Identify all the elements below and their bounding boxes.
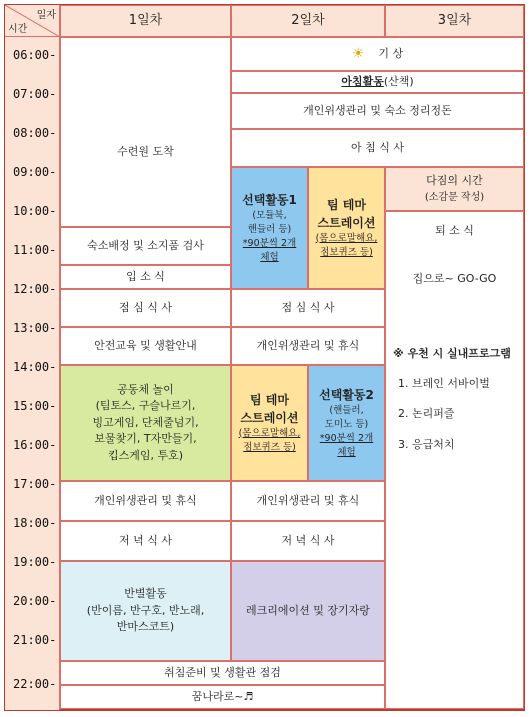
theme2-title: 스트레이션 (240, 410, 299, 425)
sleep-preparation: 취침준비 및 생활관 점검 (60, 661, 385, 685)
day3-header: 3일차 (385, 5, 524, 37)
time-label: 22:00- (13, 677, 57, 691)
day3-go-home: 집으로~ GO-GO (412, 272, 497, 285)
time-label: 18:00- (13, 516, 57, 530)
rain-item: 1. 브레인 서바이벌 (398, 377, 490, 390)
day1-dinner: 저 녁 식 사 (60, 521, 231, 561)
theme2-line: (몸으로말해요, (238, 427, 301, 439)
rain-program-title: ※ 우천 시 실내프로그램 (393, 347, 511, 360)
day3-resolution (385, 167, 524, 211)
day2-hygiene-rest: 개인위생관리 및 휴식 (231, 327, 385, 365)
arrival-label: 수련원 도착 (117, 144, 174, 158)
day1-entrance-ceremony: 입 소 식 (60, 265, 231, 289)
rain-item: 2. 논리퍼즐 (398, 407, 455, 420)
day1-header: 1일차 (60, 5, 231, 37)
time-column (5, 37, 60, 710)
corner-time-label: 시간 (8, 24, 28, 35)
time-label: 13:00- (13, 321, 57, 335)
day2-header: 2일차 (231, 5, 385, 37)
day3-exit-ceremony: 퇴 소 식 (435, 224, 474, 237)
rain-item: 3. 응급처치 (398, 438, 455, 451)
time-label: 10:00- (13, 204, 57, 218)
time-label: 08:00- (13, 126, 57, 140)
elective2-line: 체험 (337, 447, 356, 459)
day1-lunch: 점 심 식 사 (60, 289, 231, 327)
theme2-line: 점보퀴즈 등) (243, 442, 296, 453)
time-label: 15:00- (13, 399, 57, 413)
elective1-line: 핸들러 등) (247, 223, 292, 235)
elective1-line: 체험 (260, 252, 279, 264)
elective1-line: *90분씩 2개 (242, 238, 297, 249)
elective2-line: *90분씩 2개 (319, 433, 374, 444)
community-line: 킵스게임, 투호) (107, 448, 184, 462)
day2-theme2 (231, 365, 308, 481)
time-label: 17:00- (13, 477, 57, 491)
morning-activity (231, 71, 524, 93)
time-label: 06:00- (13, 48, 57, 62)
day2-elective2 (308, 365, 385, 481)
theme2-title: 팀 테마 (250, 392, 289, 407)
theme1-line: 점보퀴즈 등) (320, 247, 373, 258)
time-label: 21:00- (13, 633, 57, 647)
time-label: 19:00- (13, 555, 57, 569)
sun-icon: ☀ (351, 45, 365, 62)
time-label: 20:00- (13, 594, 57, 608)
class-line: 반마스코트) (116, 620, 175, 634)
class-line: (반이름, 반구호, 반노래, (86, 603, 205, 617)
wake-up (231, 37, 524, 71)
elective1-line: (모듈북, (252, 209, 287, 221)
resolution-sub: (소감문 작성) (424, 191, 485, 203)
theme1-line: (몸으로말해요, (315, 232, 378, 244)
time-label: 09:00- (13, 165, 57, 179)
resolution-title: 다짐의 시간 (426, 174, 483, 188)
morning-activity-sub: (산책) (383, 74, 414, 88)
wake-label: 기 상 (378, 46, 404, 60)
theme1-title: 팀 테마 (327, 197, 366, 212)
theme1-title: 스트레이션 (317, 215, 376, 230)
day1-room-assignment: 숙소배정 및 소지품 검사 (60, 227, 231, 265)
class-title: 반별활동 (124, 587, 167, 601)
time-label: 12:00- (13, 282, 57, 296)
day1-hygiene-rest: 개인위생관리 및 휴식 (60, 481, 231, 521)
day2-dinner: 저 녁 식 사 (231, 521, 385, 561)
time-label: 07:00- (13, 87, 57, 101)
day2-theme1 (308, 167, 385, 289)
day2-evening-hygiene: 개인위생관리 및 휴식 (231, 481, 385, 521)
elective2-line: 도미노 등) (324, 418, 369, 430)
corner-date-label: 일자 (36, 10, 56, 21)
community-line: (팀토스, 구슬나르기, (95, 399, 196, 413)
community-line: 빙고게임, 단체줄넘기, (92, 415, 199, 429)
elective2-line: (핸들러, (329, 404, 364, 416)
elective2-title: 선택활동2 (319, 387, 374, 402)
corner-header (5, 5, 60, 37)
time-label: 11:00- (13, 243, 57, 257)
day2-recreation: 레크리에이션 및 장기자랑 (231, 561, 385, 661)
time-label: 14:00- (13, 360, 57, 374)
community-title: 공동체 놀이 (117, 382, 174, 396)
day2-lunch: 점 심 식 사 (231, 289, 385, 327)
day1-safety-education: 안전교육 및 생활안내 (60, 327, 231, 365)
day1-class-activity (60, 561, 231, 661)
day1-community-games (60, 365, 231, 481)
elective1-title: 선택활동1 (242, 192, 297, 207)
time-label: 16:00- (13, 438, 57, 452)
community-line: 보물찾기, T자만들기, (94, 432, 197, 446)
morning-activity-label: 아침활동 (341, 74, 384, 88)
day2-elective1 (231, 167, 308, 289)
day1-arrival (60, 37, 231, 227)
breakfast: 아 침 식 사 (231, 129, 524, 167)
morning-hygiene: 개인위생관리 및 숙소 정리정돈 (231, 93, 524, 129)
bedtime: 꿈나라로~♬ (60, 685, 385, 709)
